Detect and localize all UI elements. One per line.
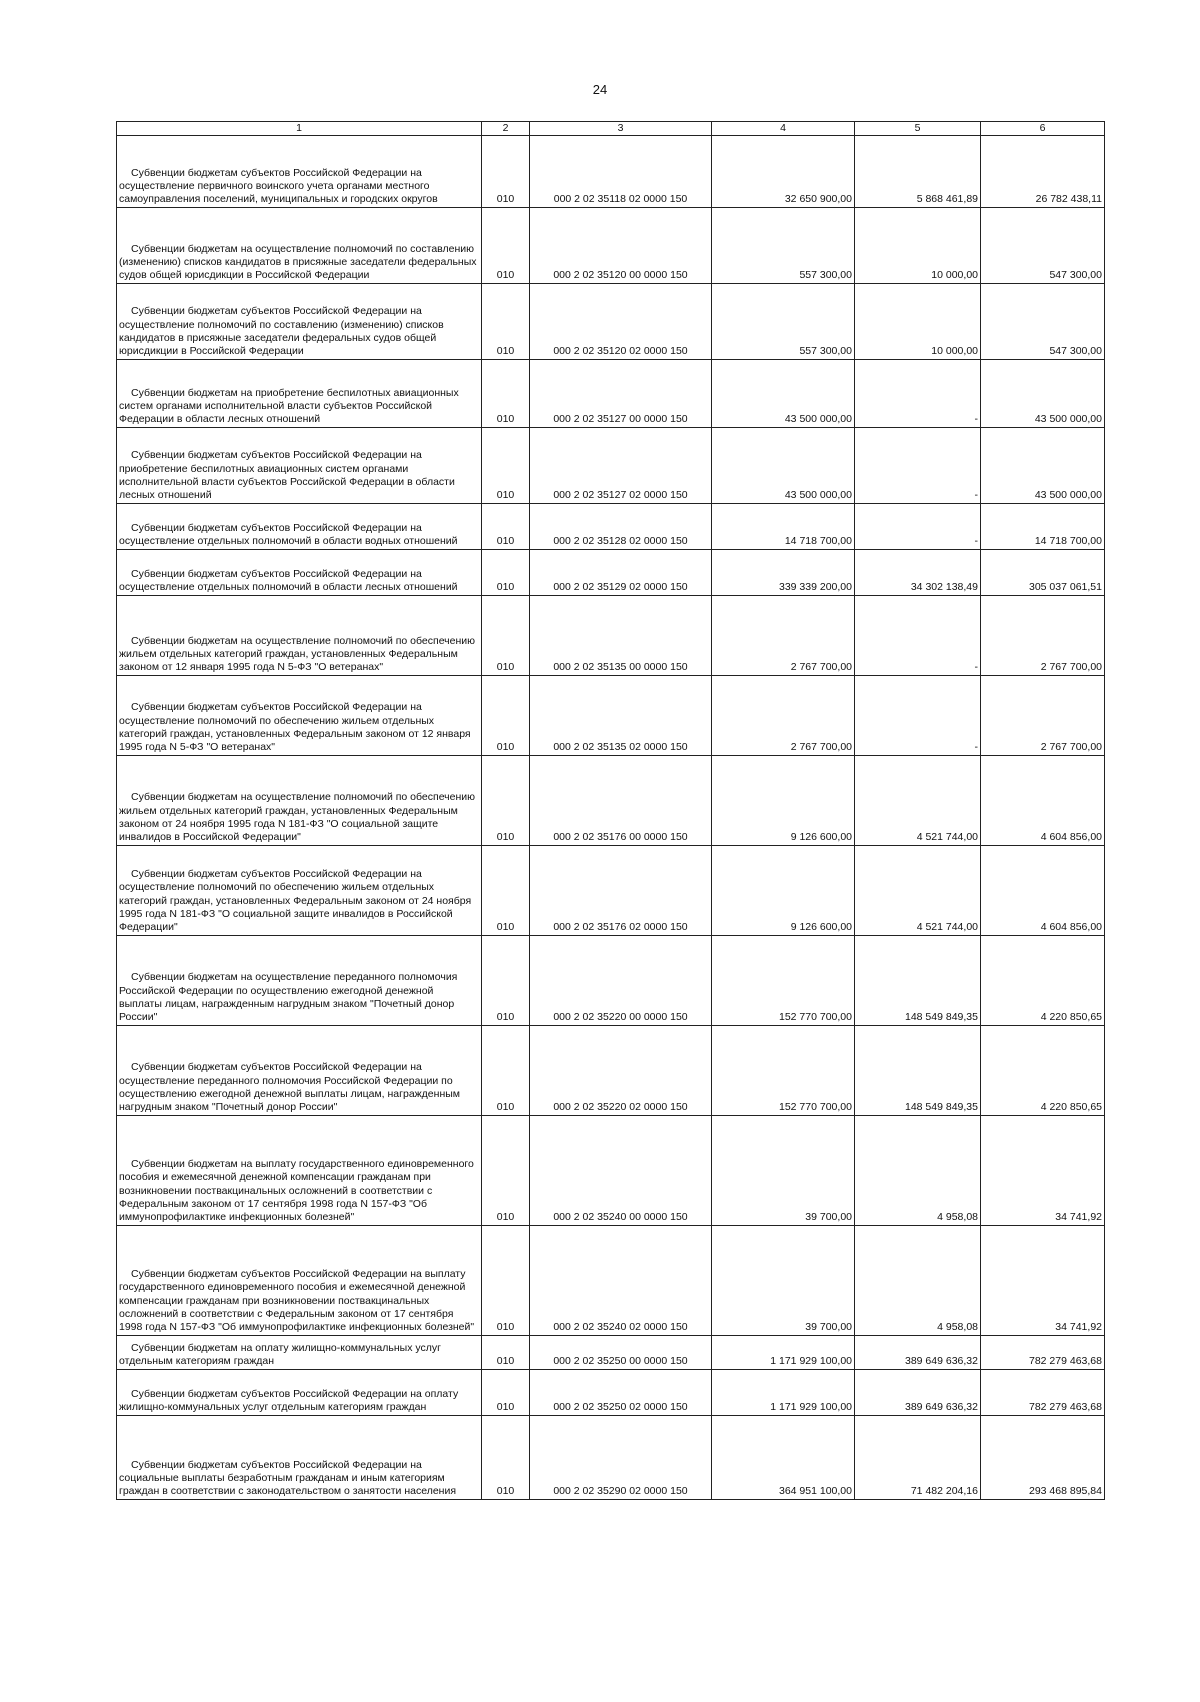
row-approved-cell: 43 500 000,00 [712,360,855,428]
row-code-cell: 010 [482,1026,530,1116]
row-remaining-cell: 43 500 000,00 [981,360,1105,428]
row-code-cell: 010 [482,208,530,284]
row-approved-cell: 39 700,00 [712,1226,855,1336]
table-row [117,1226,1105,1336]
row-kbk-cell: 000 2 02 35135 00 0000 150 [530,596,712,676]
row-code-cell: 010 [482,504,530,550]
table-row [117,846,1105,936]
table-row [117,504,1105,550]
row-approved-cell: 2 767 700,00 [712,676,855,756]
row-code-cell: 010 [482,1116,530,1226]
row-executed-cell: 148 549 849,35 [855,1026,981,1116]
row-name-cell: Субвенции бюджетам субъектов Российской Федерации на осуществление отдельных полномочий в области водных отношений [117,504,482,550]
row-executed-cell: - [855,360,981,428]
row-approved-cell: 1 171 929 100,00 [712,1370,855,1416]
row-executed-cell: 389 649 636,32 [855,1370,981,1416]
row-remaining-cell: 26 782 438,11 [981,136,1105,208]
table-row [117,1336,1105,1370]
row-executed-cell: 10 000,00 [855,208,981,284]
row-name-cell: Субвенции бюджетам субъектов Российской Федерации на социальные выплаты безработным гражданам и иным категориям граждан в соответствии с законодательством о занятости населения [117,1416,482,1500]
table-body [117,136,1105,1500]
column-header-2: 2 [482,122,530,136]
column-header-6: 6 [981,122,1105,136]
row-name-cell: Субвенции бюджетам на выплату государственного единовременного пособия и ежемесячной денежной компенсации гражданам при возникновении поствакцинальных осложнений в соответствии с Федеральным законом от 17 сентября 1998 года N 157-ФЗ "Об иммунопрофилактике инфекционных болезней" [117,1116,482,1226]
row-executed-cell: 10 000,00 [855,284,981,360]
row-kbk-cell: 000 2 02 35220 02 0000 150 [530,1026,712,1116]
row-remaining-cell: 2 767 700,00 [981,676,1105,756]
row-approved-cell: 32 650 900,00 [712,136,855,208]
column-header-3: 3 [530,122,712,136]
row-remaining-cell: 4 604 856,00 [981,756,1105,846]
row-approved-cell: 152 770 700,00 [712,1026,855,1116]
row-executed-cell: 5 868 461,89 [855,136,981,208]
row-remaining-cell: 293 468 895,84 [981,1416,1105,1500]
row-remaining-cell: 4 604 856,00 [981,846,1105,936]
row-name-cell: Субвенции бюджетам субъектов Российской Федерации на осуществление полномочий по составлению (изменению) списков кандидатов в присяжные заседатели федеральных судов общей юрисдикции в Российской Федерации [117,284,482,360]
row-name-cell: Субвенции бюджетам на осуществление полномочий по обеспечению жильем отдельных категорий граждан, установленных Федеральным законом от 24 ноября 1995 года N 181-ФЗ "О социальной защите инвалидов в Российской Федерации" [117,756,482,846]
row-code-cell: 010 [482,136,530,208]
row-name-cell: Субвенции бюджетам субъектов Российской Федерации на осуществление отдельных полномочий в области лесных отношений [117,550,482,596]
row-executed-cell: - [855,504,981,550]
row-approved-cell: 43 500 000,00 [712,428,855,504]
row-kbk-cell: 000 2 02 35220 00 0000 150 [530,936,712,1026]
column-header-1: 1 [117,122,482,136]
row-remaining-cell: 4 220 850,65 [981,1026,1105,1116]
row-approved-cell: 364 951 100,00 [712,1416,855,1500]
row-name-cell: Субвенции бюджетам субъектов Российской Федерации на осуществление полномочий по обеспечению жильем отдельных категорий граждан, установленных Федеральным законом от 24 ноября 1995 года N 181-ФЗ "О социальной защите инвалидов в Российской Федерации" [117,846,482,936]
row-remaining-cell: 34 741,92 [981,1226,1105,1336]
table-row [117,1370,1105,1416]
row-remaining-cell: 43 500 000,00 [981,428,1105,504]
row-kbk-cell: 000 2 02 35120 02 0000 150 [530,284,712,360]
row-executed-cell: 4 521 744,00 [855,846,981,936]
row-name-cell: Субвенции бюджетам субъектов Российской Федерации на осуществление переданного полномочия Российской Федерации по осуществлению ежегодной денежной выплаты лицам, награжденным нагрудным знаком "Почетный донор России" [117,1026,482,1116]
column-header-5: 5 [855,122,981,136]
row-kbk-cell: 000 2 02 35250 02 0000 150 [530,1370,712,1416]
row-code-cell: 010 [482,1416,530,1500]
row-name-cell: Субвенции бюджетам субъектов Российской Федерации на оплату жилищно-коммунальных услуг отдельным категориям граждан [117,1370,482,1416]
row-remaining-cell: 2 767 700,00 [981,596,1105,676]
budget-table [116,121,1105,1500]
row-remaining-cell: 782 279 463,68 [981,1336,1105,1370]
column-header-4: 4 [712,122,855,136]
row-approved-cell: 557 300,00 [712,284,855,360]
table-row [117,1026,1105,1116]
row-name-cell: Субвенции бюджетам субъектов Российской Федерации на осуществление полномочий по обеспечению жильем отдельных категорий граждан, установленных Федеральным законом от 12 января 1995 года N 5-ФЗ "О ветеранах" [117,676,482,756]
row-kbk-cell: 000 2 02 35240 02 0000 150 [530,1226,712,1336]
row-code-cell: 010 [482,1336,530,1370]
row-remaining-cell: 14 718 700,00 [981,504,1105,550]
row-approved-cell: 557 300,00 [712,208,855,284]
row-approved-cell: 339 339 200,00 [712,550,855,596]
row-executed-cell: 4 958,08 [855,1226,981,1336]
row-name-cell: Субвенции бюджетам на приобретение беспилотных авиационных систем органами исполнительной власти субъектов Российской Федерации в области лесных отношений [117,360,482,428]
table-row [117,596,1105,676]
row-name-cell: Субвенции бюджетам на осуществление переданного полномочия Российской Федерации по осуществлению ежегодной денежной выплаты лицам, награжденным нагрудным знаком "Почетный донор России" [117,936,482,1026]
row-remaining-cell: 34 741,92 [981,1116,1105,1226]
row-kbk-cell: 000 2 02 35120 00 0000 150 [530,208,712,284]
row-approved-cell: 14 718 700,00 [712,504,855,550]
row-approved-cell: 39 700,00 [712,1116,855,1226]
row-kbk-cell: 000 2 02 35135 02 0000 150 [530,676,712,756]
row-approved-cell: 9 126 600,00 [712,846,855,936]
table-row [117,1416,1105,1500]
row-code-cell: 010 [482,428,530,504]
row-name-cell: Субвенции бюджетам субъектов Российской Федерации на осуществление первичного воинского учета органами местного самоуправления поселений, муниципальных и городских округов [117,136,482,208]
row-kbk-cell: 000 2 02 35290 02 0000 150 [530,1416,712,1500]
row-kbk-cell: 000 2 02 35127 02 0000 150 [530,428,712,504]
row-code-cell: 010 [482,1370,530,1416]
row-executed-cell: - [855,428,981,504]
row-remaining-cell: 547 300,00 [981,208,1105,284]
table-row [117,428,1105,504]
row-executed-cell: 71 482 204,16 [855,1416,981,1500]
table-row [117,136,1105,208]
row-name-cell: Субвенции бюджетам на осуществление полномочий по обеспечению жильем отдельных категорий граждан, установленных Федеральным законом от 12 января 1995 года N 5-ФЗ "О ветеранах" [117,596,482,676]
page-number: 24 [592,82,608,97]
table-row [117,936,1105,1026]
row-executed-cell: 148 549 849,35 [855,936,981,1026]
row-remaining-cell: 4 220 850,65 [981,936,1105,1026]
row-code-cell: 010 [482,756,530,846]
row-name-cell: Субвенции бюджетам на осуществление полномочий по составлению (изменению) списков кандидатов в присяжные заседатели федеральных судов общей юрисдикции в Российской Федерации [117,208,482,284]
row-name-cell: Субвенции бюджетам субъектов Российской Федерации на выплату государственного единовременного пособия и ежемесячной денежной компенсации гражданам при возникновении поствакцинальных осложнений в соответствии с Федеральным законом от 17 сентября 1998 года N 157-ФЗ "Об иммунопрофилактике инфекционных болезней" [117,1226,482,1336]
table-row [117,676,1105,756]
row-remaining-cell: 782 279 463,68 [981,1370,1105,1416]
row-executed-cell: 389 649 636,32 [855,1336,981,1370]
row-code-cell: 010 [482,676,530,756]
table-row [117,550,1105,596]
row-kbk-cell: 000 2 02 35129 02 0000 150 [530,550,712,596]
row-approved-cell: 9 126 600,00 [712,756,855,846]
row-kbk-cell: 000 2 02 35128 02 0000 150 [530,504,712,550]
row-approved-cell: 152 770 700,00 [712,936,855,1026]
row-code-cell: 010 [482,846,530,936]
row-kbk-cell: 000 2 02 35176 00 0000 150 [530,756,712,846]
row-executed-cell: 34 302 138,49 [855,550,981,596]
row-kbk-cell: 000 2 02 35118 02 0000 150 [530,136,712,208]
row-kbk-cell: 000 2 02 35240 00 0000 150 [530,1116,712,1226]
row-executed-cell: - [855,676,981,756]
table-row [117,284,1105,360]
row-kbk-cell: 000 2 02 35127 00 0000 150 [530,360,712,428]
row-executed-cell: - [855,596,981,676]
row-kbk-cell: 000 2 02 35176 02 0000 150 [530,846,712,936]
table-row [117,756,1105,846]
table-row [117,208,1105,284]
row-code-cell: 010 [482,550,530,596]
row-code-cell: 010 [482,1226,530,1336]
row-name-cell: Субвенции бюджетам на оплату жилищно-коммунальных услуг отдельным категориям граждан [117,1336,482,1370]
row-code-cell: 010 [482,936,530,1026]
row-approved-cell: 1 171 929 100,00 [712,1336,855,1370]
row-executed-cell: 4 521 744,00 [855,756,981,846]
row-code-cell: 010 [482,596,530,676]
row-code-cell: 010 [482,360,530,428]
row-approved-cell: 2 767 700,00 [712,596,855,676]
row-executed-cell: 4 958,08 [855,1116,981,1226]
row-kbk-cell: 000 2 02 35250 00 0000 150 [530,1336,712,1370]
row-remaining-cell: 547 300,00 [981,284,1105,360]
row-name-cell: Субвенции бюджетам субъектов Российской Федерации на приобретение беспилотных авиационных систем органами исполнительной власти субъектов Российской Федерации в области лесных отношений [117,428,482,504]
table-row [117,1116,1105,1226]
table-row [117,360,1105,428]
table-header-row [117,122,1105,136]
row-code-cell: 010 [482,284,530,360]
row-remaining-cell: 305 037 061,51 [981,550,1105,596]
